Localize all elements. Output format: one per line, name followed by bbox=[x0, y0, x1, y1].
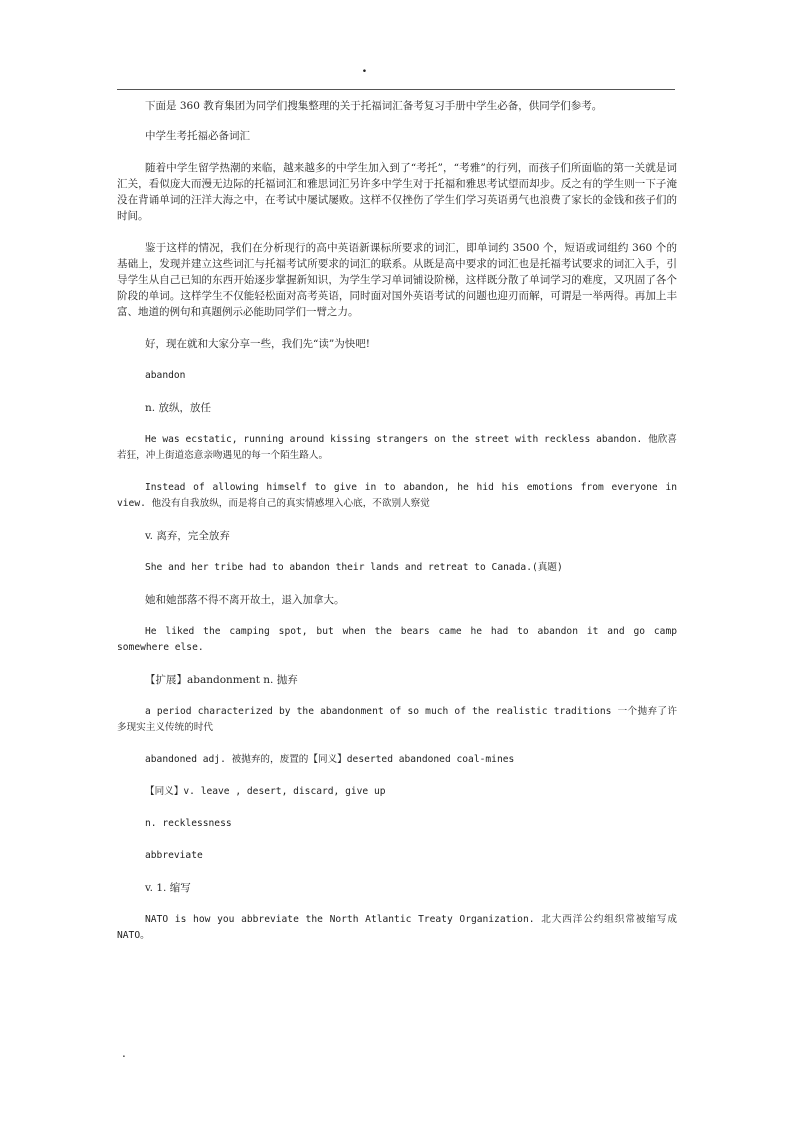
paragraph-share: 好，现在就和大家分享一些，我们先“读”为快吧! bbox=[145, 338, 370, 350]
section-heading: 中学生考托福必备词汇 bbox=[145, 130, 250, 142]
definition-abbreviate: v. 1. 缩写 bbox=[145, 882, 191, 894]
example-camping: He liked the camping spot, but when the bears came he had to abandon it and go camp somewhere else. bbox=[117, 626, 677, 653]
entry-abandoned: abandoned adj. 被抛弃的，废置的【同义】deserted abandoned coal-mines bbox=[145, 754, 515, 765]
example-ecstatic: He was ecstatic, running around kissing strangers on the street with reckless abandon. 他欣喜若狂，冲上街道恣意亲吻遇见的每一个陌生路人。 bbox=[117, 434, 677, 461]
example-instead: Instead of allowing himself to give in to abandon, he hid his emotions from everyone in view. 他没有自我放纵，而是将自己的真实情感埋入心底，不欲别人察觉 bbox=[117, 482, 677, 509]
definition-noun: n. 放纵，放任 bbox=[145, 402, 211, 414]
definition-verb: v. 离弃，完全放弃 bbox=[145, 530, 230, 542]
synonyms-verb: 【同义】v. leave , desert, discard, give up bbox=[145, 786, 386, 797]
example-tribe: She and her tribe had to abandon their lands and retreat to Canada.(真题) bbox=[145, 562, 563, 573]
extension-abandonment: 【扩展】abandonment n. 抛弃 bbox=[145, 674, 298, 686]
document-body bbox=[117, 98, 677, 944]
header-dot: . bbox=[362, 60, 367, 76]
headword-abandon: abandon bbox=[145, 370, 186, 381]
example-tribe-translation: 她和她部落不得不离开故土，退入加拿大。 bbox=[145, 594, 345, 606]
example-period: a period characterized by the abandonment of so much of the realistic traditions 一个抛弃了许多现实主义传统的时代 bbox=[117, 706, 677, 733]
footer-dot: . bbox=[122, 1046, 126, 1060]
paragraph-method: 鉴于这样的情况，我们在分析现行的高中英语新课标所要求的词汇，即单词约 3500 个，短语或词组约 360 个的基础上，发现并建立这些词汇与托福考试所要求的词汇的联系。从既是高中要求的词汇也是托福考试要求的词汇入手，引导学生从自己已知的东西开始逐步掌握新知识，为学生学习单词铺设阶梯，这样既分散了单词学习的难度，又巩固了各个阶段的单词。这样学生不仅能轻松面对高考英语，同时面对国外英语考试的问题也迎刃而解，可谓是一举两得。再加上丰富、地道的例句和真题例示必能助同学们一臂之力。 bbox=[117, 242, 677, 318]
paragraph-background: 随着中学生留学热潮的来临，越来越多的中学生加入到了“考托”，“考雅”的行列，而孩子们所面临的第一关就是词汇关，看似庞大而漫无边际的托福词汇和雅思词汇另许多中学生对于托福和雅思考试望而却步。反之有的学生则一下子淹没在背诵单词的汪洋大海之中，在考试中屡试屡败。这样不仅挫伤了学生们学习英语勇气也浪费了家长的金钱和孩子们的时间。 bbox=[117, 162, 677, 222]
example-nato: NATO is how you abbreviate the North Atlantic Treaty Organization. 北大西洋公约组织常被缩写成 NATO。 bbox=[117, 914, 677, 941]
intro-paragraph: 下面是 360 教育集团为同学们搜集整理的关于托福词汇备考复习手册中学生必备，供同学们参考。 bbox=[145, 100, 603, 112]
header-rule bbox=[117, 89, 675, 90]
synonym-noun: n. recklessness bbox=[145, 818, 232, 829]
headword-abbreviate: abbreviate bbox=[145, 850, 203, 861]
